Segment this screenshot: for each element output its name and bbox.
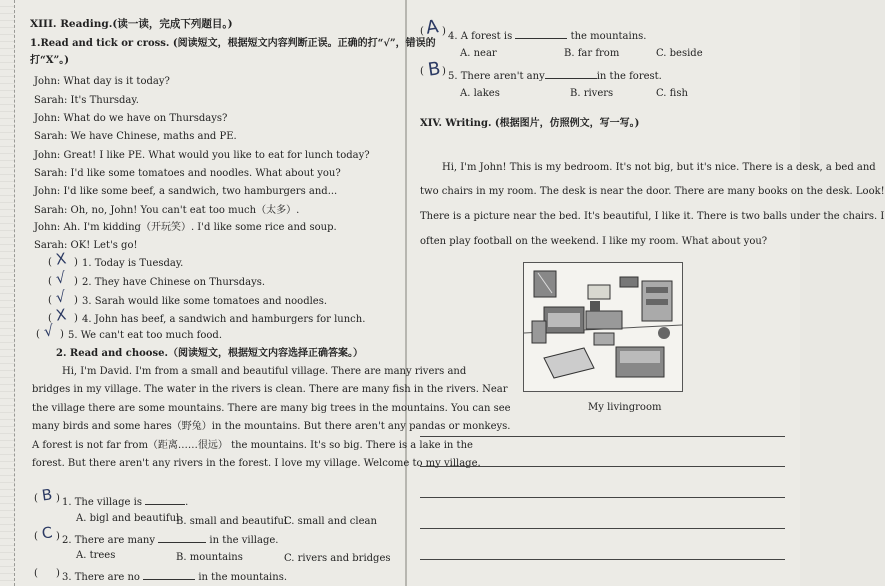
answer-mark: A — [424, 16, 440, 39]
dialogue-line: Sarah: I'd like some tomatoes and noodles. What about you? — [34, 168, 341, 179]
option: B. rivers — [570, 88, 614, 99]
question-stem — [62, 494, 188, 509]
passage-line: many birds and some hares（野兔）in the mountains. But there aren't any pandas or monkeys. — [32, 421, 511, 432]
question-stem-after: in the village. — [209, 535, 279, 546]
answer-blank — [145, 494, 185, 505]
question-stem-before: 2. There are many — [62, 535, 155, 546]
statement: 2. They have Chinese on Thursdays. — [82, 277, 266, 288]
question-stem-after: the mountains. — [570, 31, 647, 42]
answer-paren: ( — [48, 313, 52, 324]
question-stem-before: 5. There aren't any — [448, 71, 545, 82]
question-stem-after: . — [185, 497, 189, 508]
dialogue-line: John: Great! I like PE. What would you like to eat for lunch today? — [34, 150, 370, 161]
answer-blank — [515, 28, 567, 39]
question-stem-before: 4. A forest is — [448, 31, 513, 42]
answer-paren: ( — [34, 493, 38, 504]
question-stem-after: in the mountains. — [198, 572, 287, 583]
passage-line: A forest is not far from（距离……很远） the mountains. It's so big. There is a lake in the — [32, 440, 473, 451]
question-stem-before: 1. The village is — [62, 497, 142, 508]
answer-mark: X — [54, 249, 68, 269]
option: A. trees — [76, 550, 116, 561]
answer-mark: √ — [42, 321, 55, 341]
answer-paren: ) — [56, 531, 60, 542]
answer-paren: ( — [420, 66, 424, 77]
dialogue-line: John: I'd like some beef, a sandwich, two hamburgers and... — [34, 186, 338, 197]
answer-paren: ( — [48, 257, 52, 268]
answer-blank — [158, 532, 206, 543]
question-stem — [62, 569, 287, 584]
statement: 5. We can't eat too much food. — [68, 330, 223, 341]
option: A. lakes — [460, 88, 500, 99]
answer-mark: √ — [54, 268, 67, 288]
option: C. rivers and bridges — [284, 553, 391, 564]
answer-paren: ( — [48, 276, 52, 287]
example-line: often play football on the weekend. I like my room. What about you? — [420, 236, 768, 247]
writing-line[interactable] — [420, 559, 785, 560]
writing-line[interactable] — [420, 528, 785, 529]
answer-paren: ) — [442, 26, 446, 37]
dialogue-line: Sarah: We have Chinese, maths and PE. — [34, 131, 237, 142]
answer-mark: B — [40, 485, 54, 505]
answer-paren: ) — [60, 329, 64, 340]
dialogue-line: John: What do we have on Thursdays? — [34, 113, 228, 124]
question-stem — [448, 28, 646, 43]
answer-paren: ) — [442, 66, 446, 77]
passage-line: bridges in my village. The water in the rivers is clean. There are many fish in the rivers. Near — [32, 384, 508, 395]
section-14-title: XIV. Writing. (根据图片，仿照例文，写一写。) — [420, 118, 640, 129]
option: C. small and clean — [284, 516, 377, 527]
answer-mark: √ — [54, 287, 67, 307]
dialogue-line: Sarah: Oh, no, John! You can't eat too much（太多）. — [34, 205, 300, 216]
option: C. beside — [656, 48, 703, 59]
column-divider — [405, 0, 407, 586]
part1-title: 1.Read and tick or cross. (阅读短文，根据短文内容判断正误。正确的打“√”，错误的 — [30, 38, 436, 49]
part2-title: 2. Read and choose.（阅读短文，根据短文内容选择正确答案。） — [56, 348, 363, 359]
statement: 1. Today is Tuesday. — [82, 258, 184, 269]
answer-blank — [545, 68, 597, 79]
question-stem-before: 3. There are no — [62, 572, 140, 583]
question-stem-after: in the forest. — [596, 71, 662, 82]
picture-caption: My livingroom — [588, 402, 662, 413]
answer-paren: ( — [34, 568, 38, 579]
passage-line: forest. But there aren't any rivers in the forest. I love my village. Welcome to my village. — [32, 458, 481, 469]
writing-line[interactable] — [420, 466, 785, 467]
example-line: There is a picture near the bed. It's beautiful, I like it. There is two balls under the chairs. I — [420, 211, 885, 222]
answer-mark: B — [426, 58, 442, 81]
option: A. bigl and beautiful — [76, 513, 180, 524]
passage-line: the village there are some mountains. There are many big trees in the mountains. You can see — [32, 403, 511, 414]
statement: 3. Sarah would like some tomatoes and noodles. — [82, 296, 328, 307]
dialogue-line: John: Ah. I'm kidding（开玩笑）. I'd like some rice and soup. — [34, 222, 337, 233]
option: B. far from — [564, 48, 620, 59]
option: A. near — [460, 48, 497, 59]
question-stem — [62, 532, 278, 547]
answer-paren: ) — [74, 257, 78, 268]
answer-paren: ( — [36, 329, 40, 340]
example-line: two chairs in my room. The desk is near the door. There are many books on the desk. Look! — [420, 186, 885, 197]
binding-margin — [0, 0, 15, 586]
question-stem — [448, 68, 662, 83]
livingroom-illustration-icon — [523, 262, 683, 392]
writing-line[interactable] — [420, 436, 785, 437]
passage-line: Hi, I'm David. I'm from a small and beautiful village. There are many rivers and — [62, 366, 467, 377]
answer-paren: ) — [74, 276, 78, 287]
dialogue-line: Sarah: It's Thursday. — [34, 95, 139, 106]
answer-blank — [143, 569, 195, 580]
part1-title-cont: 打“X”。) — [30, 55, 69, 66]
answer-paren: ( — [48, 295, 52, 306]
option: B. small and beautiful — [176, 516, 288, 527]
writing-line[interactable] — [420, 497, 785, 498]
answer-paren: ) — [56, 493, 60, 504]
section-13-title: XIII. Reading.(读一读，完成下列题目。) — [30, 18, 233, 30]
example-line: Hi, I'm John! This is my bedroom. It's not big, but it's nice. There is a desk, a bed and — [442, 162, 876, 173]
answer-paren: ( — [34, 531, 38, 542]
dialogue-line: Sarah: OK! Let's go! — [34, 240, 138, 251]
answer-mark: C — [40, 523, 54, 543]
option: B. mountains — [176, 552, 243, 563]
option: C. fish — [656, 88, 688, 99]
livingroom-drawing — [524, 263, 682, 391]
answer-mark: X — [54, 305, 68, 325]
answer-paren: ) — [74, 313, 78, 324]
answer-paren: ) — [74, 295, 78, 306]
answer-paren: ( — [420, 26, 424, 37]
statement: 4. John has beef, a sandwich and hamburgers for lunch. — [82, 314, 366, 325]
dialogue-line: John: What day is it today? — [34, 76, 170, 87]
answer-paren: ) — [56, 568, 60, 579]
